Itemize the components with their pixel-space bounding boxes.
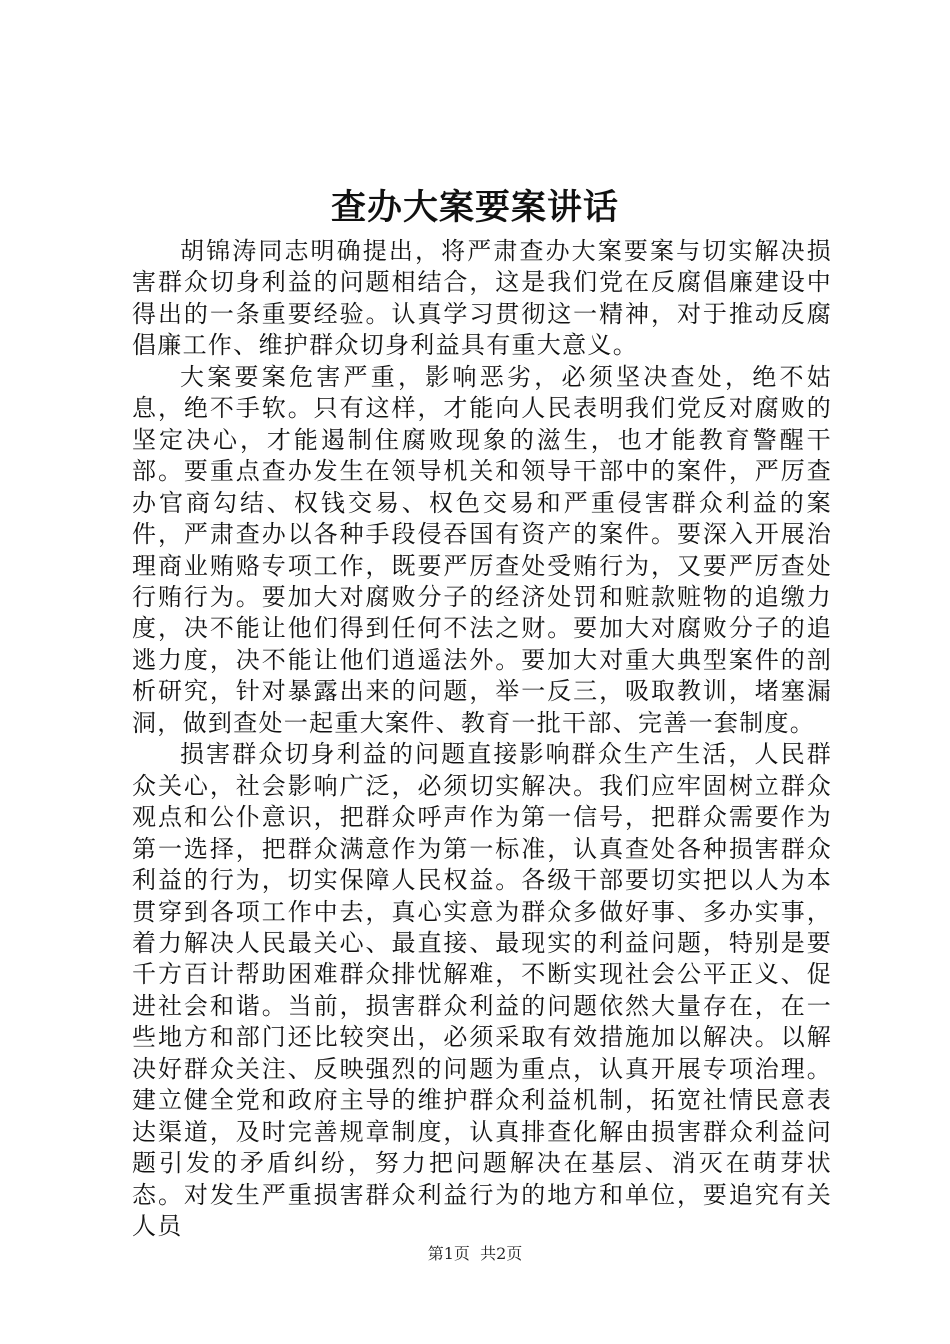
- page-footer: [0, 1243, 950, 1265]
- paragraph-2: 大案要案危害严重，影响恶劣，必须坚决查处，绝不姑息，绝不手软。只有这样，才能向人民表明我们党反对腐败的坚定决心，才能遏制住腐败现象的滋生，也才能教育警醒干部。要重点查办发生在领导机关和领导干部中的案件，严厉查办官商勾结、权钱交易、权色交易和严重侵害群众利益的案件，严肃查办以各种手段侵吞国有资产的案件。要深入开展治理商业贿赂专项工作，既要严厉查处受贿行为，又要严厉查处行贿行为。要加大对腐败分子的经济处罚和赃款赃物的追缴力度，决不能让他们得到任何不法之财。要加大对腐败分子的追逃力度，决不能让他们逍遥法外。要加大对重大典型案件的剖析研究，针对暴露出来的问题，举一反三，吸取教训，堵塞漏洞，做到查处一起重大案件、教育一批干部、完善一套制度。: [132, 362, 832, 737]
- document-body: [132, 236, 832, 1243]
- document-title: 查办大案要案讲话: [330, 187, 619, 228]
- paragraph-1: 胡锦涛同志明确提出，将严肃查办大案要案与切实解决损害群众切身利益的问题相结合，这是我们党在反腐倡廉建设中得出的一条重要经验。认真学习贯彻这一精神，对于推动反腐倡廉工作、维护群众切身利益具有重大意义。: [132, 237, 832, 360]
- paragraph-3: 损害群众切身利益的问题直接影响群众生产生活，人民群众关心，社会影响广泛，必须切实解决。我们应牢固树立群众观点和公仆意识，把群众呼声作为第一信号，把群众需要作为第一选择，把群众满意作为第一标准，认真查处各种损害群众利益的行为，切实保障人民权益。各级干部要切实把以人为本贯穿到各项工作中去，真心实意为群众多做好事、多办实事，着力解决人民最关心、最直接、最现实的利益问题，特别是要千方百计帮助困难群众排忧解难，不断实现社会公平正义、促进社会和谐。当前，损害群众利益的问题依然大量存在，在一些地方和部门还比较突出，必须采取有效措施加以解决。以解决好群众关注、反映强烈的问题为重点，认真开展专项治理。建立健全党和政府主导的维护群众利益机制，拓宽社情民意表达渠道，及时完善规章制度，认真排查化解由损害群众利益问题引发的矛盾纠纷，努力把问题解决在基层、消灭在萌芽状态。对发生严重损害群众利益行为的地方和单位，要追究有关人员: [132, 740, 832, 1241]
- page-total: 共2页: [480, 1244, 523, 1263]
- page-number: 第1页: [427, 1244, 470, 1263]
